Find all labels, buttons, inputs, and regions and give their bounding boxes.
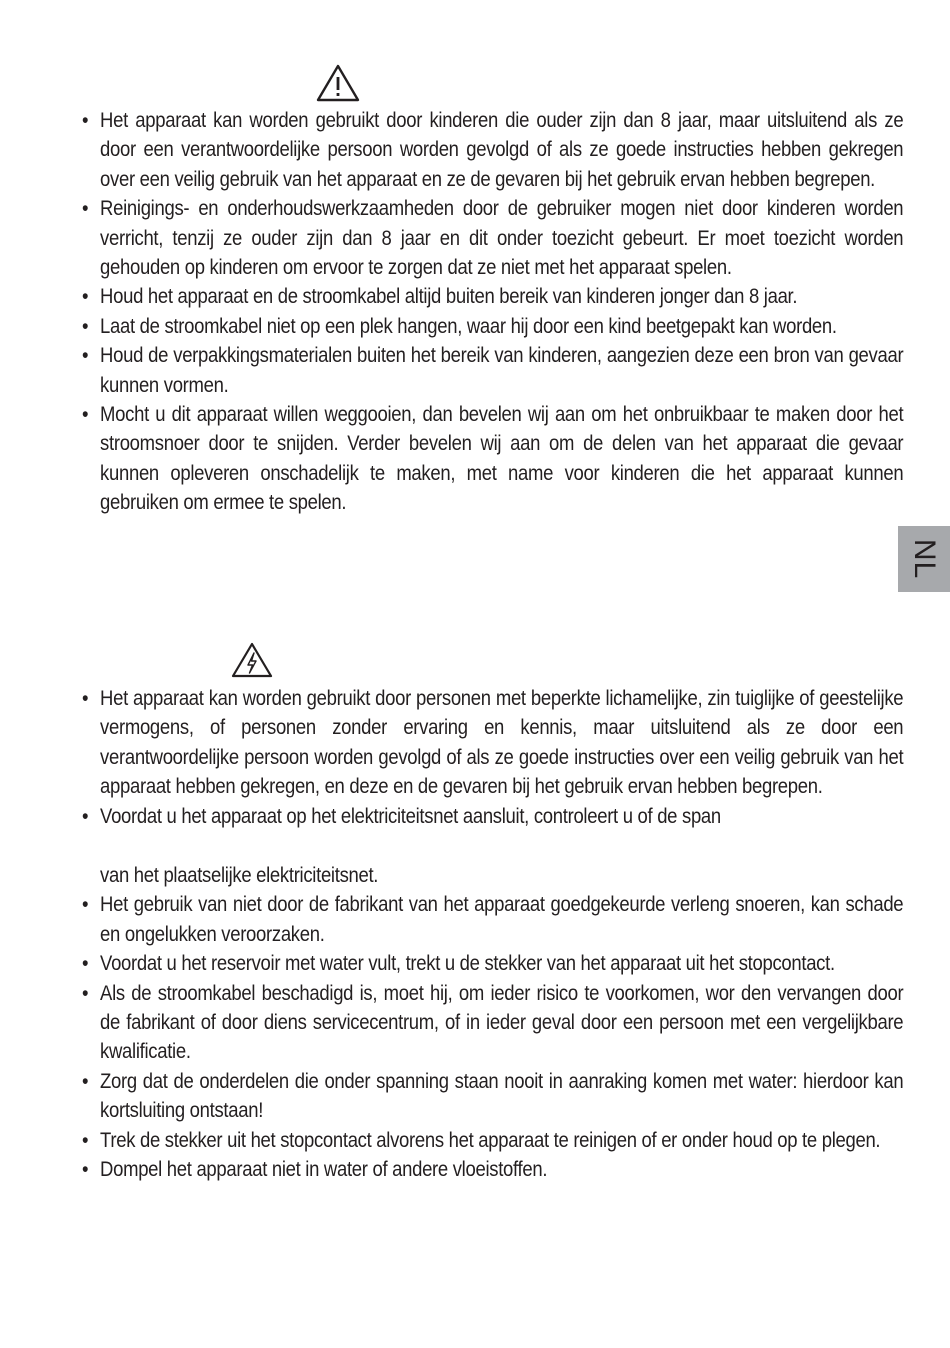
warning-triangle-lightning-icon xyxy=(231,642,273,678)
electric-safety-list xyxy=(82,684,904,1185)
warning-triangle-exclamation-icon xyxy=(316,64,360,102)
list-item xyxy=(82,802,903,891)
language-tab xyxy=(898,526,950,592)
list-item: • Trek de stekker uit het stopcontact alvorens het apparaat te reinigen of er onder houd op te plegen. xyxy=(82,1126,903,1155)
list-item-continuation: van het plaatselijke elektriciteitsnet. xyxy=(100,863,379,888)
list-item: • Het gebruik van niet door de fabrikant van het apparaat goedgekeurde verleng snoeren, kan schade en ongelukken veroorzaken. xyxy=(82,890,903,949)
list-item: • Het apparaat kan worden gebruikt door kinderen die ouder zijn dan 8 jaar, maar uitsluitend als ze door een verantwoordelijke persoon worden gevolgd of als ze goede instructies hebben gekregen over een veilig gebruik van het apparaat en ze de gevaren bij het gebruik ervan hebben begrepen. xyxy=(82,106,903,194)
list-item: • Dompel het apparaat niet in water of andere vloeistoffen. xyxy=(82,1155,903,1184)
list-item: • Laat de stroomkabel niet op een plek hangen, waar hij door een kind beetgepakt kan worden. xyxy=(82,312,903,341)
list-item: • Zorg dat de onderdelen die onder spanning staan nooit in aanraking komen met water: hierdoor kan kortsluiting ontstaan! xyxy=(82,1067,903,1126)
list-item-first-line: Voordat u het apparaat op het elektriciteitsnet aansluit, controleert u of de span xyxy=(100,803,721,828)
general-safety-list xyxy=(82,106,904,518)
list-item: • Voordat u het reservoir met water vult, trekt u de stekker van het apparaat uit het stopcontact. xyxy=(82,949,903,978)
list-item: • Reinigings- en onderhoudswerkzaamheden door de gebruiker mogen niet door kinderen worden verricht, tenzij ze ouder zijn dan 8 jaar en dit onder toezicht gebeurt. Er moet toezicht worden gehouden op kinderen om ervoor te zorgen dat ze niet met het apparaat spelen. xyxy=(82,194,903,282)
list-item: • Het apparaat kan worden gebruikt door personen met beperkte lichamelijke, zin tuiglijke of geestelijke vermogens, of personen zonder ervaring en kennis, maar uitsluitend als ze door een verantwoordelijke persoon worden gevolgd of als ze goede instructies over een veilig gebruik van het apparaat hebben gekregen, en deze en de gevaren bij het gebruik ervan hebben begrepen. xyxy=(82,684,903,802)
list-item: • Mocht u dit apparaat willen weggooien, dan bevelen wij aan om het onbruikbaar te maken door het stroomsnoer door te snijden. Verder bevelen wij aan om de delen van het apparaat die gevaar kunnen opleveren onschadelijk te maken, met name voor kinderen die het apparaat kunnen gebruiken om ermee te spelen. xyxy=(82,400,903,518)
list-item: • Houd het apparaat en de stroomkabel altijd buiten bereik van kinderen jonger dan 8 jaar. xyxy=(82,282,903,311)
list-item: • Houd de verpakkingsmaterialen buiten het bereik van kinderen, aangezien deze een bron van gevaar kunnen vormen. xyxy=(82,341,903,400)
list-item: • Als de stroomkabel beschadigd is, moet hij, om ieder risico te voorkomen, wor den vervangen door de fabrikant of door diens servicecentrum, of in ieder geval door een persoon met een vergelijkbare kwalificatie. xyxy=(82,979,903,1067)
language-tab-label: NL xyxy=(908,538,941,580)
blank-line-gap xyxy=(100,831,903,861)
